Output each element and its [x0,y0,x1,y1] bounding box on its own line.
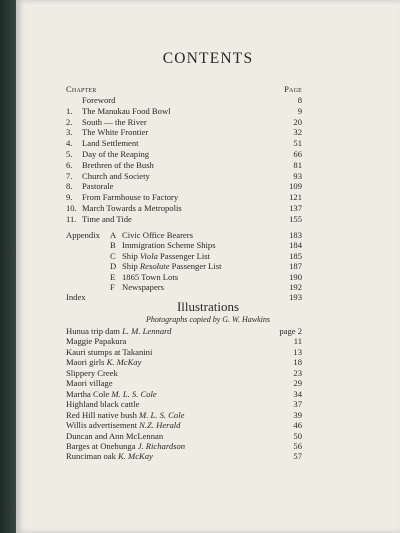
illustration-page: 34 [293,388,302,399]
chapter-page: 137 [289,203,302,213]
chapter-number: 1. [66,105,73,116]
chapter-page: 121 [289,192,302,203]
photo-credit: Photographs copied by G. W. Hawkins [146,315,270,324]
illustration-caption: Hunua trip dam [66,326,123,336]
illustration-page: 56 [293,440,302,451]
illustration-page: 46 [293,420,302,431]
illustration-page: 18 [293,357,302,368]
appendix-letter: B [110,240,116,251]
chapter-page: 20 [293,116,302,127]
index-label: Index [66,292,86,302]
illustration-credit: N.Z. Herald [139,420,181,431]
chapter-page: 93 [293,170,302,181]
chapter-page: 155 [289,213,302,224]
illustration-title [66,368,118,378]
chapter-title: From Farmhouse to Factory [82,192,179,203]
illustration-title [66,399,140,409]
appendix-title-text: Newspapers [122,282,164,292]
appendix-letter: E [110,271,116,282]
chapter-page: 81 [293,159,302,170]
appendix-letter: F [110,282,115,292]
appendix-letter: C [110,250,116,261]
illustrations-title: Illustrations [176,299,240,314]
illustration-credit: J. Richardson [137,440,186,451]
chapter-title: South — the River [82,116,147,127]
appendix-title [122,230,193,240]
chapter-header: Chapter [66,84,97,94]
illustration-caption: Red Hill native bush [66,409,140,420]
chapter-page: 32 [293,127,302,138]
chapter-number: 11. [66,213,77,224]
illustration-caption: Willis advertisement [66,420,140,431]
illustration-page: 23 [293,367,302,378]
illustration-page: 29 [293,378,302,389]
illustration-page: page 2 [279,326,302,336]
chapter-number: 10. [66,203,77,213]
appendix-page: 190 [289,271,302,282]
chapter-title: Day of the Reaping [82,149,150,159]
chapter-title: Pastorale [82,181,114,192]
appendix-ship-name: Resolute [139,261,170,272]
chapter-number: 7. [66,170,73,181]
appendix-title [122,282,164,292]
chapter-number: 5. [66,149,73,159]
appendix-letter: D [110,261,117,272]
illustration-credit: L. M. Lennard [122,326,172,336]
chapter-title: The White Frontier [82,127,149,138]
appendix-title [122,240,216,250]
chapter-page: 51 [293,138,302,149]
illustration-page: 39 [293,409,302,420]
illustration-caption: Martha Cole [66,388,112,399]
chapter-title: Foreword [82,95,116,105]
book-spine-edge [0,0,16,533]
illustration-title [66,441,185,451]
appendix-title-text: 1865 Town Lots [122,271,179,282]
appendix-title [122,251,210,261]
chapter-number: 8. [66,181,73,192]
chapter-title: Brethren of the Bush [82,159,154,170]
illustration-caption: Maori girls [66,357,107,368]
chapter-number: 3. [66,127,73,138]
chapter-title: March Towards a Metropolis [82,203,182,213]
appendix-title-suffix: Passenger List [157,250,210,261]
illustration-title [66,378,113,388]
appendix-ship-name: Viola [139,250,158,261]
illustration-title [66,431,163,441]
appendix-title-text: Ship [122,250,140,261]
illustration-caption: Kauri stumps at Takanini [66,346,153,357]
contents-page [16,0,400,533]
illustration-title [66,347,152,357]
chapter-number: 2. [66,116,73,127]
illustration-caption: Highland black cattle [66,399,140,410]
page-header: Page [284,84,302,94]
illustration-page: 13 [293,346,302,357]
chapter-page: 109 [289,181,302,192]
illustration-title [66,336,126,346]
illustration-page: 11 [293,336,302,347]
appendix-page: 184 [289,240,302,251]
illustration-title [66,357,141,367]
appendix-page: 187 [289,261,302,272]
illustration-caption: Maori village [66,378,113,389]
illustration-title [66,420,180,430]
illustration-title [66,326,171,336]
illustration-caption: Slippery Creek [66,367,118,378]
chapter-title: Time and Tide [82,213,132,224]
illustration-page: 57 [293,451,302,462]
appendix-page: 183 [289,230,302,240]
illustration-caption: Duncan and Ann McLennan [66,430,164,441]
chapter-number: 6. [66,159,73,170]
chapter-page: 8 [297,95,302,105]
appendix-letter: A [110,230,117,240]
chapter-title: Land Settlement [82,138,139,149]
illustration-caption: Barges at Onehunga [66,440,138,451]
contents-title: CONTENTS [162,50,254,67]
appendix-page: 185 [289,250,302,261]
chapter-number: 4. [66,138,73,149]
appendix-title [122,272,178,282]
appendix-title-text: Civic Office Bearers [122,230,193,240]
appendix-title-text: Immigration Scheme Ships [122,240,216,251]
chapter-page: 66 [293,149,302,159]
appendix-title-suffix: Passenger List [169,261,222,272]
illustration-caption: Maggie Papakura [66,336,127,347]
chapter-number: 9. [66,192,73,203]
illustration-credit: M. L. S. Cole [139,409,185,420]
appendix-title [122,261,222,271]
illustration-credit: K. McKay [118,451,153,462]
illustration-page: 50 [293,430,302,441]
index-page: 193 [289,292,302,302]
appendix-page: 192 [289,282,302,292]
illustration-credit: M. L. S. Cole [111,388,157,399]
illustration-title [66,389,157,399]
illustration-page: 37 [293,399,302,410]
illustration-title [66,410,184,420]
illustration-caption: Runciman oak [66,451,119,462]
appendix-label: Appendix [66,230,100,240]
illustration-title [66,451,153,461]
appendix-title-text: Ship [122,261,140,272]
chapter-title: Church and Society [82,170,150,181]
chapter-page: 9 [297,105,302,116]
chapter-title: The Manukau Food Bowl [82,105,171,116]
illustration-credit: K. McKay [106,357,142,368]
